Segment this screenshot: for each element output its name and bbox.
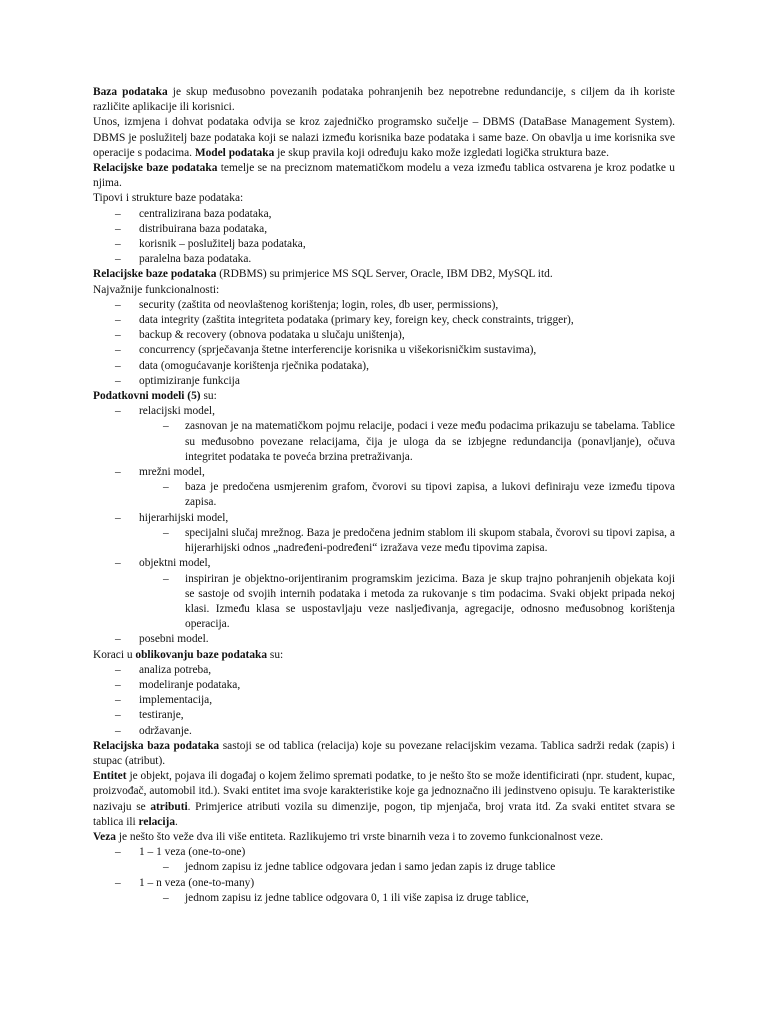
list-item: [93, 374, 675, 389]
paragraph-baza-podataka: [93, 85, 675, 115]
list-modeli: [93, 404, 675, 647]
term-bold: Podatkovni modeli (5): [93, 390, 201, 403]
document-page: [93, 85, 675, 906]
paragraph-text: Koraci u: [93, 648, 136, 661]
dash-bullet: –: [115, 359, 121, 372]
term-bold: Baza podataka: [93, 86, 168, 98]
list-item: [93, 465, 675, 480]
dash-bullet: –: [163, 420, 169, 433]
list-item-text: concurrency (sprječavanja štetne interferencije korisnika u višekorisničkim sustavima),: [139, 344, 537, 357]
paragraph-funkcionalnosti: Najvažnije funkcionalnosti:: [93, 283, 220, 296]
list-item-text: testiranje,: [139, 709, 184, 722]
list-item-text: modeliranje podataka,: [139, 678, 241, 691]
term-bold: Relacijska baza podataka: [93, 739, 220, 752]
list-item: [93, 252, 675, 267]
term-bold: Veza: [93, 830, 116, 843]
list-item: [93, 343, 675, 358]
list-item-text: mrežni model,: [139, 466, 205, 479]
sub-list-item: [93, 480, 675, 510]
list-item-text: baza je predočena usmjerenim grafom, čvorovi su tipovi zapisa, a lukovi definiraju veze između tipova zapisa.: [185, 481, 675, 509]
list-item-text: posebni model.: [139, 633, 209, 646]
paragraph-text: je objekt, pojava ili događaj o kojem želimo spremati podatke, to je nešto što se može identificirati (npr. student, kupac, proizvođač, automobil itd.). Svaki entitet ima svoje karakteristike koje ga jednoznačno ili jedinstveno opisuju. Te karakteristike nazivaju se: [93, 770, 675, 813]
dash-bullet: –: [115, 557, 121, 570]
paragraph-relacijske-baze: [93, 161, 675, 191]
paragraph-text: temelje se na preciznom matematičkom modelu a veza između tablica ostvarena je kroz podatke u njima.: [93, 162, 675, 190]
list-item-text: hijerarhijski model,: [139, 511, 229, 524]
list-item-text: centralizirana baza podataka,: [139, 207, 272, 220]
dash-bullet: –: [115, 238, 121, 251]
paragraph-text: .: [175, 815, 178, 828]
dash-bullet: –: [115, 298, 121, 311]
list-item-text: paralelna baza podataka.: [139, 253, 252, 266]
paragraph-rdbms: [93, 267, 675, 282]
list-item-text: zasnovan je na matematičkom pojmu relacije, podaci i veze među podacima prikazuju se tabelama. Tablice su međusobno povezane relacijama, čija je uloga da se izbjegne redundancija (ponavljanje), očuva integritet podataka te poveća brzina pretraživanja.: [185, 420, 675, 463]
paragraph-podatkovni-modeli: [93, 389, 675, 404]
paragraph-relacijska-baza: [93, 739, 675, 769]
list-item: [93, 678, 675, 693]
dash-bullet: –: [115, 511, 121, 524]
list-item-text: jednom zapisu iz jedne tablice odgovara 0, 1 ili više zapisa iz druge tablice,: [185, 891, 529, 904]
list-koraci: [93, 663, 675, 739]
term-bold: oblikovanju baze podataka: [135, 648, 268, 661]
dash-bullet: –: [115, 724, 121, 737]
list-item-text: implementacija,: [139, 694, 213, 707]
list-item-text: optimiziranje funkcija: [139, 374, 240, 387]
list-item: [93, 404, 675, 419]
list-item: [93, 693, 675, 708]
dash-bullet: –: [115, 253, 121, 266]
paragraph-entitet: [93, 769, 675, 830]
paragraph-koraci: [93, 648, 675, 663]
list-item: [93, 359, 675, 374]
list-veze: [93, 845, 675, 906]
term-bold: Model podataka: [194, 146, 275, 159]
list-item: [93, 632, 675, 647]
sub-list-item: [93, 860, 675, 875]
paragraph-text: (RDBMS) su primjerice MS SQL Server, Oracle, IBM DB2, MySQL itd.: [216, 268, 553, 281]
paragraph-tipovi: Tipovi i strukture baze podataka:: [93, 192, 244, 205]
list-item-text: 1 – 1 veza (one-to-one): [139, 846, 246, 859]
list-item: [93, 556, 675, 571]
list-item-text: inspiriran je objektno-orijentiranim programskim jezicima. Baza je skup trajno pohranjenih objekata koji se sastoje od svojih internih podataka i metoda za rukovanje s tim podacima. Svaki objekt pripada nekoj klasi. Između klasa se uspostavljaju veze nasljeđivanja, agregacije, odnosno međusobnog korištenja operacija.: [185, 572, 675, 631]
list-item-text: korisnik – poslužitelj baza podataka,: [139, 238, 306, 251]
dash-bullet: –: [163, 481, 169, 494]
list-item: [93, 511, 675, 526]
dash-bullet: –: [115, 344, 121, 357]
list-item: [93, 313, 675, 328]
list-funkcionalnosti: [93, 298, 675, 389]
dash-bullet: –: [115, 222, 121, 235]
paragraph-text: je skup međusobno povezanih podataka pohranjenih bez nepotrebne redundancije, s ciljem da ih koriste različite aplikacije ili korisnici.: [93, 86, 675, 114]
dash-bullet: –: [115, 314, 121, 327]
list-item: [93, 328, 675, 343]
list-item: [93, 708, 675, 723]
dash-bullet: –: [163, 861, 169, 874]
dash-bullet: –: [115, 694, 121, 707]
paragraph-text: su:: [267, 648, 284, 661]
dash-bullet: –: [163, 891, 169, 904]
paragraph-text: su:: [200, 390, 217, 403]
dash-bullet: –: [115, 876, 121, 889]
paragraph-text: Unos, izmjena i dohvat podataka odvija se kroz zajedničko programsko sučelje – DBMS (DataBase Management System). DBMS je poslužitelj baze podataka koji se nalazi između korisnika baze podataka i same baze. On obavlja u ime korisnika sve operacije s podacima.: [93, 116, 675, 159]
paragraph-text: je skup pravila koji određuju kako može izgledati logička struktura baze.: [274, 146, 609, 159]
list-item-text: data (omogućavanje korištenja rječnika podataka),: [139, 359, 369, 372]
list-item-text: objektni model,: [139, 557, 211, 570]
paragraph-text: sastoji se od tablica (relacija) koje su povezane relacijskim vezama. Tablica sadrži redak (zapis) i stupac (atribut).: [93, 739, 675, 767]
list-item-text: 1 – n veza (one-to-many): [139, 876, 255, 889]
sub-list-item: [93, 572, 675, 633]
list-item-text: data integrity (zaštita integriteta podataka (primary key, foreign key, check constraints, trigger),: [139, 314, 574, 327]
dash-bullet: –: [115, 663, 121, 676]
dash-bullet: –: [115, 678, 121, 691]
dash-bullet: –: [163, 526, 169, 539]
dash-bullet: –: [115, 374, 121, 387]
list-item-text: održavanje.: [139, 724, 192, 737]
list-item: [93, 663, 675, 678]
term-bold: atributi: [150, 800, 188, 813]
dash-bullet: –: [115, 633, 121, 646]
list-item-text: backup & recovery (obnova podataka u slučaju uništenja),: [139, 329, 405, 342]
list-item: [93, 298, 675, 313]
dash-bullet: –: [115, 709, 121, 722]
dash-bullet: –: [115, 846, 121, 859]
dash-bullet: –: [115, 405, 121, 418]
term-bold: relacija: [138, 815, 176, 828]
list-item-text: jednom zapisu iz jedne tablice odgovara jedan i samo jedan zapis iz druge tablice: [185, 861, 556, 874]
list-item: [93, 222, 675, 237]
paragraph-veza: [93, 830, 675, 845]
list-item-text: analiza potreba,: [139, 663, 212, 676]
dash-bullet: –: [115, 207, 121, 220]
list-item-text: distribuirana baza podataka,: [139, 222, 268, 235]
term-bold: Entitet: [93, 770, 127, 783]
list-tipovi: [93, 207, 675, 268]
paragraph-text: je nešto što veže dva ili više entiteta. Razlikujemo tri vrste binarnih veza i to zovemo funkcionalnost veze.: [116, 830, 604, 843]
list-item-text: relacijski model,: [139, 405, 215, 418]
dash-bullet: –: [115, 466, 121, 479]
list-item: [93, 724, 675, 739]
list-item: [93, 207, 675, 222]
list-item-text: security (zaštita od neovlaštenog korištenja; login, roles, db user, permissions),: [139, 298, 499, 311]
list-item: [93, 237, 675, 252]
list-item-text: specijalni slučaj mrežnog. Baza je predočena jednim stablom ili skupom stabala, čvorovi su tipovi zapisa, a hijerarhijski odnos „nadređeni-podređeni“ izražava veze među tipovima zapisa.: [185, 526, 675, 555]
sub-list-item: [93, 891, 675, 906]
paragraph-text: . Primjerice atributi vozila su dimenzije, pogon, tip mjenjača, broj vrata itd. Za svaki entitet stvara se tablica ili: [93, 800, 675, 828]
dash-bullet: –: [163, 572, 169, 585]
list-item: [93, 845, 675, 860]
sub-list-item: [93, 526, 675, 556]
sub-list-item: [93, 419, 675, 465]
term-bold: Relacijske baze podataka: [93, 268, 217, 281]
term-bold: Relacijske baze podataka: [93, 162, 218, 175]
list-item: [93, 876, 675, 891]
paragraph-dbms: [93, 115, 675, 161]
dash-bullet: –: [115, 329, 121, 342]
